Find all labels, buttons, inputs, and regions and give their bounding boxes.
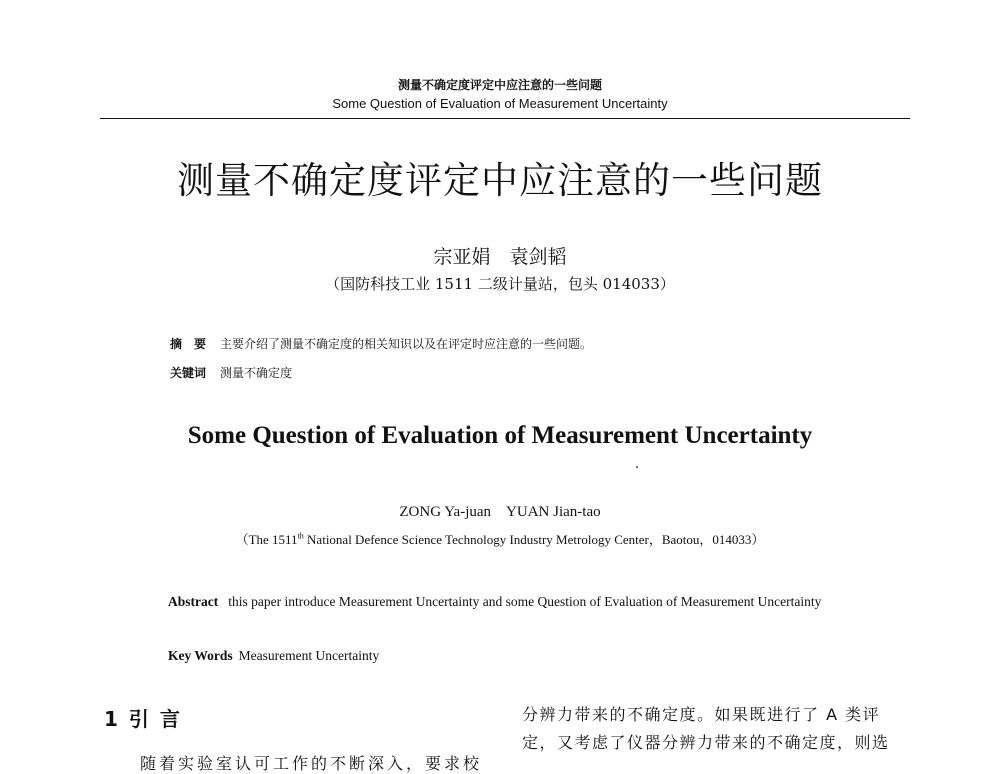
right-column xyxy=(522,701,917,757)
authors-cn: 宗亚娟 袁剑韬 xyxy=(433,246,567,268)
affiliation-en xyxy=(0,529,1000,548)
right-column-line-2: 定，又考虑了仪器分辨力带来的不确定度，则选 xyxy=(522,733,890,752)
left-column-partial-line: 随着实验室认可工作的不断深入，要求校 xyxy=(140,754,483,773)
keywords-cn-text: 测量不确定度 xyxy=(220,366,293,380)
abstract-en-text: this paper introduce Measurement Uncertainty and some Question of Evaluation of Measurement Uncertainty xyxy=(228,594,822,609)
abstract-en-label: Abstract xyxy=(168,594,219,609)
keywords-cn-label: 关键词 xyxy=(170,366,207,380)
abstract-cn-label: 摘 要 xyxy=(170,337,207,351)
running-header-cn: 测量不确定度评定中应注意的一些问题 xyxy=(397,78,602,92)
header-rule xyxy=(100,118,910,119)
affiliation-en-open: （The 1511 xyxy=(235,532,298,547)
right-column-line-1: 分辨力带来的不确定度。如果既进行了 A 类评 xyxy=(522,705,881,724)
affiliation-en-sup: th xyxy=(297,531,304,541)
title-en: Some Question of Evaluation of Measurement Uncertainty xyxy=(187,422,813,449)
title-cn: 测量不确定度评定中应注意的一些问题 xyxy=(177,159,823,202)
stray-dot xyxy=(636,466,638,468)
keywords-en xyxy=(168,648,379,664)
keywords-en-label: Key Words xyxy=(168,648,233,663)
keywords-cn xyxy=(170,364,292,381)
running-header-en: Some Question of Evaluation of Measurement Uncertainty xyxy=(332,96,668,111)
abstract-cn xyxy=(170,335,592,352)
keywords-en-text: Measurement Uncertainty xyxy=(238,648,380,663)
authors-en: ZONG Ya-juan YUAN Jian-tao xyxy=(399,504,601,520)
affiliation-cn: （国防科技工业 1511 二级计量站，包头 014033） xyxy=(325,275,675,293)
abstract-cn-text: 主要介绍了测量不确定度的相关知识以及在评定时应注意的一些问题。 xyxy=(220,337,593,351)
section-heading: 1 引 言 xyxy=(104,707,182,731)
abstract-en xyxy=(136,588,880,616)
affiliation-en-rest: National Defence Science Technology Industry Metrology Center，Baotou，014033） xyxy=(303,532,765,547)
